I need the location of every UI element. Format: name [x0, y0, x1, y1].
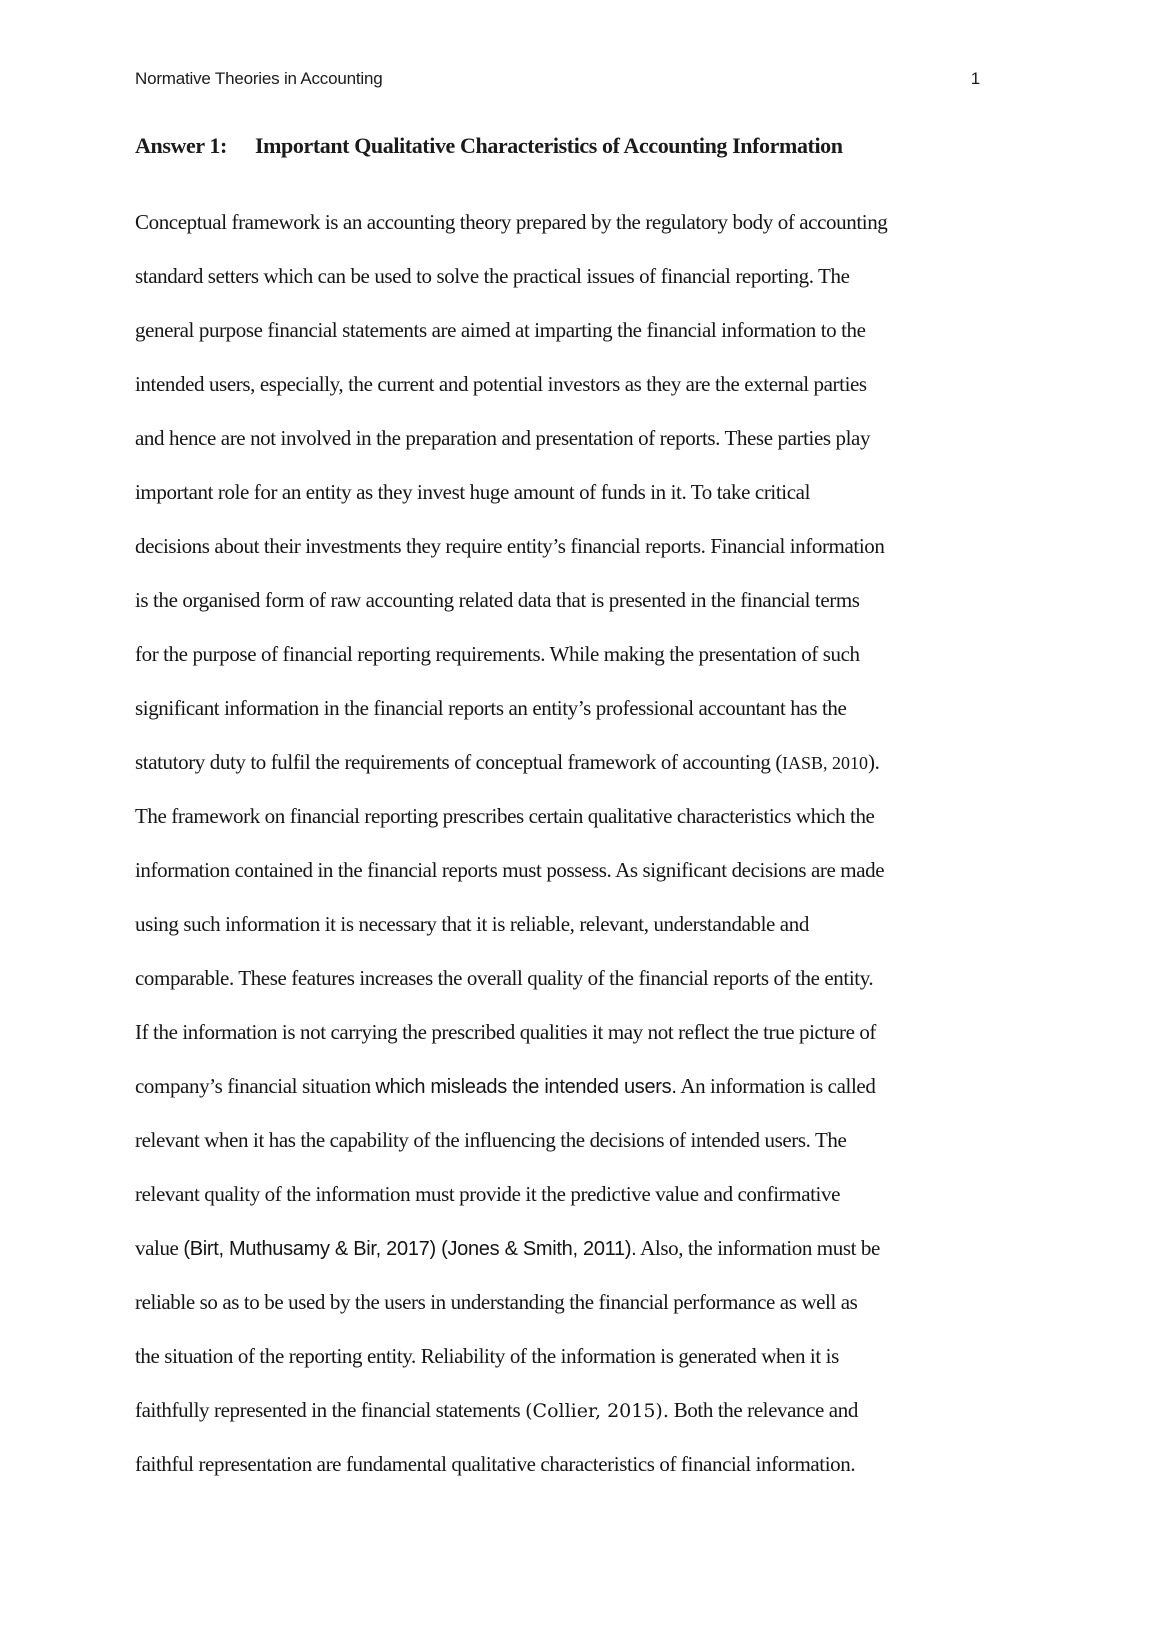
- body-text: for the purpose of financial reporting requirements. While making the presentation of such: [135, 642, 860, 666]
- body-paragraph: [135, 195, 1015, 1491]
- text-line: [135, 573, 1015, 627]
- text-line: [135, 1221, 1015, 1275]
- text-line: [135, 1383, 1015, 1437]
- citation-text: (Birt, Muthusamy & Bir, 2017) (Jones & Smith, 2011).: [183, 1238, 637, 1260]
- body-text: company’s financial situation: [135, 1074, 376, 1098]
- body-text: the situation of the reporting entity. Reliability of the information is generated when it is: [135, 1344, 839, 1368]
- text-line: [135, 303, 1015, 357]
- body-text: Both the relevance and: [668, 1398, 858, 1422]
- text-line: [135, 1113, 1015, 1167]
- section-heading: [135, 132, 1035, 160]
- page-number: 1: [970, 69, 980, 88]
- text-line: [135, 735, 1015, 789]
- text-line: [135, 951, 1015, 1005]
- body-text: and hence are not involved in the preparation and presentation of reports. These parties play: [135, 426, 871, 450]
- text-line: [135, 1275, 1015, 1329]
- body-text: reliable so as to be used by the users in understanding the financial performance as well as: [135, 1290, 858, 1314]
- body-text: important role for an entity as they invest huge amount of funds in it. To take critical: [135, 480, 811, 504]
- body-text: general purpose financial statements are aimed at imparting the financial information to the: [135, 318, 866, 342]
- body-text: faithful representation are fundamental qualitative characteristics of financial information.: [135, 1452, 856, 1476]
- text-line: [135, 843, 1015, 897]
- body-text: The framework on financial reporting prescribes certain qualitative characteristics which the: [135, 804, 875, 828]
- body-text: intended users, especially, the current and potential investors as they are the external parties: [135, 372, 867, 396]
- body-text: If the information is not carrying the prescribed qualities it may not reflect the true picture of: [135, 1020, 877, 1044]
- citation-text: which misleads the intended users.: [375, 1076, 677, 1098]
- citation-text: (Collier, 2015).: [525, 1400, 669, 1422]
- text-line: [135, 1005, 1015, 1059]
- body-text: value: [135, 1236, 184, 1260]
- text-line: [135, 1329, 1015, 1383]
- text-line: [135, 195, 1015, 249]
- body-text: ).: [867, 750, 880, 774]
- body-text: An information is called: [676, 1074, 876, 1098]
- body-text: is the organised form of raw accounting related data that is presented in the financial terms: [135, 588, 860, 612]
- body-text: Conceptual framework is an accounting theory prepared by the regulatory body of accounting: [135, 210, 888, 234]
- section-heading-label: Answer 1:: [135, 133, 227, 158]
- text-line: [135, 465, 1015, 519]
- text-line: [135, 249, 1015, 303]
- section-heading-text: Important Qualitative Characteristics of Accounting Information: [254, 133, 843, 158]
- body-text: faithfully represented in the financial statements: [135, 1398, 526, 1422]
- body-text: information contained in the financial reports must possess. As significant decisions are made: [135, 858, 885, 882]
- text-line: [135, 681, 1015, 735]
- body-text: significant information in the financial reports an entity’s professional accountant has the: [135, 696, 847, 720]
- text-line: [135, 1059, 1015, 1113]
- text-line: [135, 627, 1015, 681]
- body-text: comparable. These features increases the overall quality of the financial reports of the entity.: [135, 966, 874, 990]
- text-line: [135, 411, 1015, 465]
- running-header-title: Normative Theories in Accounting: [135, 69, 383, 88]
- text-line: [135, 519, 1015, 573]
- text-line: [135, 1437, 1015, 1491]
- text-line: [135, 357, 1015, 411]
- body-text: Also, the information must be: [636, 1236, 880, 1260]
- text-line: [135, 897, 1015, 951]
- citation-text: IASB, 2010: [781, 753, 868, 773]
- text-line: [135, 789, 1015, 843]
- body-text: relevant when it has the capability of the influencing the decisions of intended users. The: [135, 1128, 847, 1152]
- body-text: decisions about their investments they require entity’s financial reports. Financial information: [135, 534, 885, 558]
- body-text: statutory duty to fulfil the requirements of conceptual framework of accounting (: [135, 750, 782, 774]
- page-header: [135, 68, 980, 90]
- body-text: standard setters which can be used to solve the practical issues of financial reporting. The: [135, 264, 850, 288]
- text-line: [135, 1167, 1015, 1221]
- body-text: using such information it is necessary that it is reliable, relevant, understandable and: [135, 912, 809, 936]
- body-text: relevant quality of the information must provide it the predictive value and confirmative: [135, 1182, 840, 1206]
